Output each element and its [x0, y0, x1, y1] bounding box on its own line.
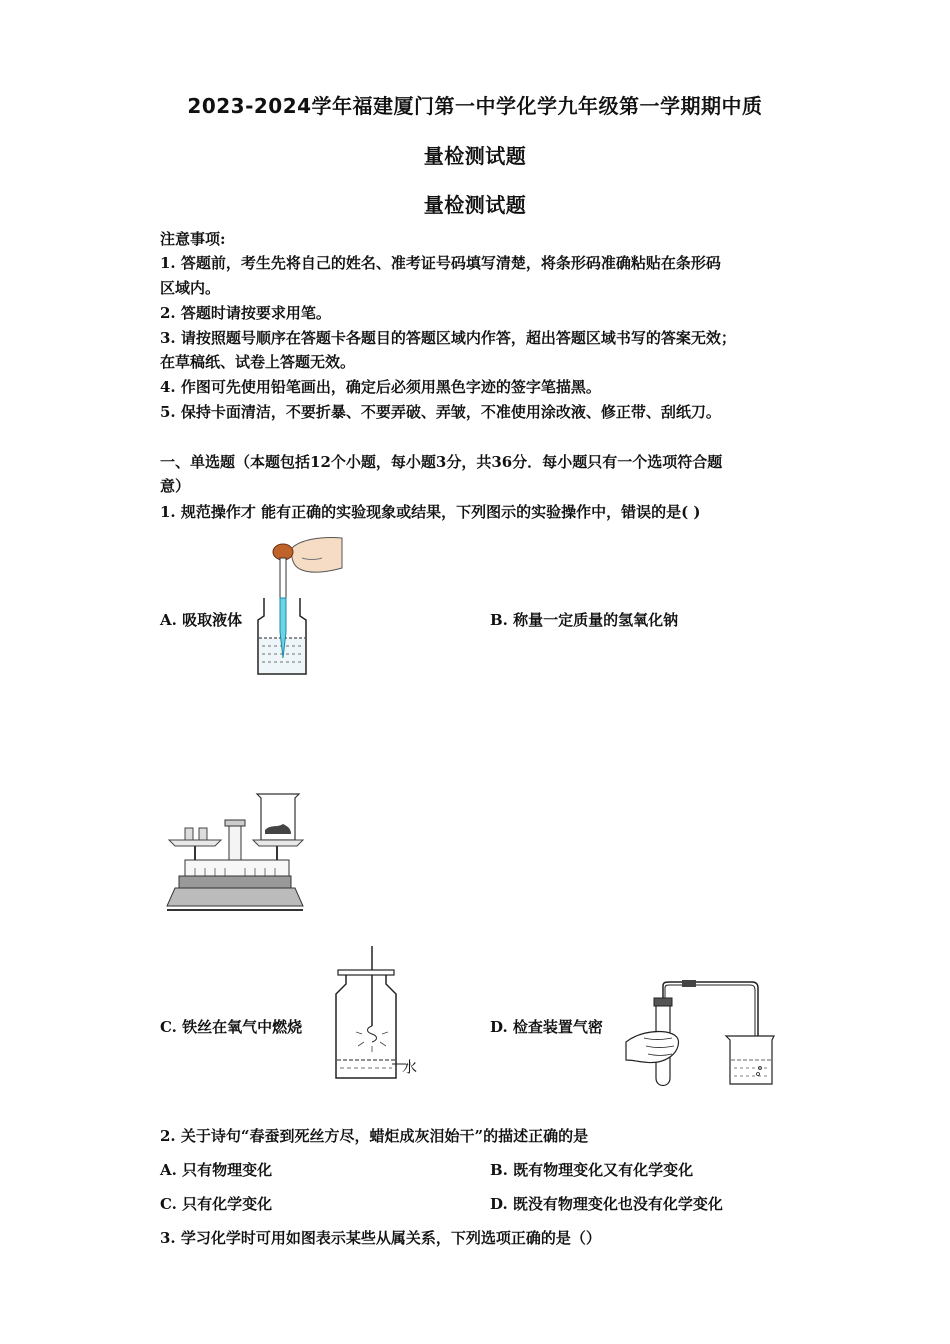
notice-heading: 注意事项:	[160, 230, 226, 248]
notice-line: 2. 答题时请按要求用笔。	[160, 304, 331, 322]
question-1-stem: 1. 规范操作才 能有正确的实验现象或结果，下列图示的实验操作中，错误的是( )	[160, 503, 701, 521]
notice-line: 在草稿纸、试卷上答题无效。	[160, 353, 356, 371]
question-1-option-a: A. 吸取液体	[160, 611, 243, 629]
notice-line: 1. 答题前，考生先将自己的姓名、准考证号码填写清楚，将条形码准确粘贴在条形码	[160, 254, 721, 272]
question-1-option-c: C. 铁丝在氧气中燃烧	[160, 1018, 303, 1036]
figure-airtightness-check	[622, 980, 782, 1092]
notice-line: 5. 保持卡面清洁，不要折暴、不要弄破、弄皱，不准使用涂改液、修正带、刮纸刀。	[160, 403, 721, 421]
page-title-line-2: 量检测试题	[423, 144, 527, 168]
question-2-stem: 2. 关于诗句“春蚕到死丝方尽，蜡炬成灰泪始干”的描述正确的是	[160, 1127, 589, 1145]
question-2-option-d: D. 既没有物理变化也没有化学变化	[490, 1195, 723, 1213]
page-title-line-1: 2023-2024学年福建厦门第一中学化学九年级第一学期期中质	[187, 94, 763, 118]
water-label: 水	[402, 1058, 418, 1076]
figure-dropper-bottle	[250, 528, 350, 680]
question-1-option-d: D. 检查装置气密	[490, 1018, 603, 1036]
question-3-stem: 3. 学习化学时可用如图表示某些从属关系，下列选项正确的是（）	[160, 1229, 601, 1247]
notice-line: 区域内。	[160, 279, 221, 297]
question-2-option-b: B. 既有物理变化又有化学变化	[490, 1161, 694, 1179]
section-heading: 一、单选题（本题包括12个小题，每小题3分，共36分．每小题只有一个选项符合题	[160, 453, 723, 471]
question-1-option-b: B. 称量一定质量的氢氧化钠	[490, 611, 679, 629]
page-title-line-3: 量检测试题	[423, 193, 527, 217]
question-2-option-c: C. 只有化学变化	[160, 1195, 273, 1213]
figure-balance	[165, 790, 305, 915]
section-heading-cont: 意）	[160, 477, 191, 495]
notice-line: 3. 请按照题号顺序在答题卡各题目的答题区域内作答，超出答题区域书写的答案无效；	[160, 329, 736, 347]
question-2-option-a: A. 只有物理变化	[160, 1161, 273, 1179]
notice-line: 4. 作图可先使用铅笔画出，确定后必须用黑色字迹的签字笔描黑。	[160, 378, 601, 396]
